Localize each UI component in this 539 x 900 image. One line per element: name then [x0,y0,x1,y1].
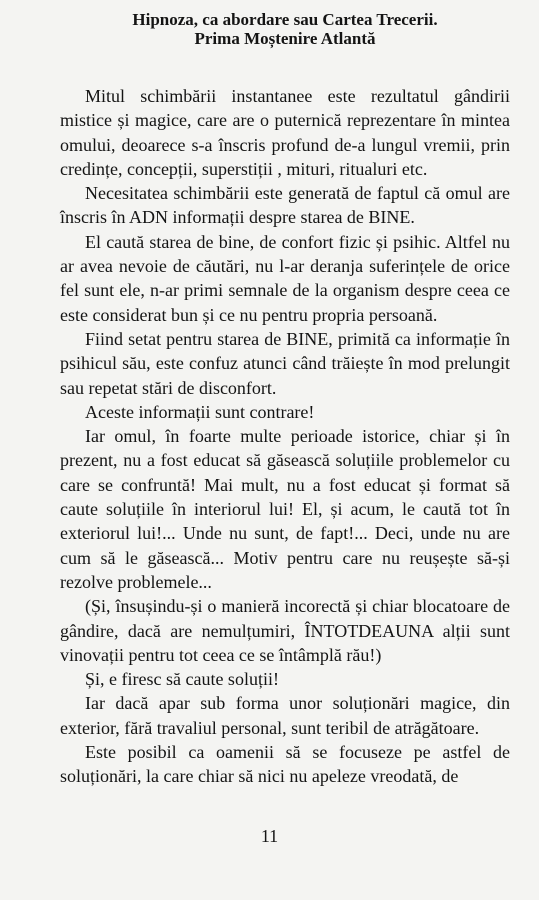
page-number: 11 [260,826,279,846]
body-text [60,84,510,789]
chapter-header [60,10,510,48]
paragraph: El caută starea de bine, de confort fizic și psihic. Altfel nu ar avea nevoie de căutări, nu l-ar deranja suferințele de orice fel sunt ele, n-ar primi semnale de la organism despre ceea ce este considerat bun și ce nu pentru propria persoană. [60,231,510,325]
chapter-subtitle: Prima Moștenire Atlantă [194,29,376,48]
paragraph: Iar dacă apar sub forma unor soluționări magice, din exterior, fără travaliul personal, sunt teribil de atrăgătoare. [60,693,510,738]
paragraph: Fiind setat pentru starea de BINE, primită ca informație în psihicul său, este confuz atunci când trăiește în mod prelungit sau repetat stări de disconfort. [60,328,510,398]
paragraph: (Și, însușindu-și o manieră incorectă și chiar blocatoare de gândire, dacă are nemulțumiri, ÎNTOTDEAUNA alții sunt vinovații pentru tot ceea ce se întâmplă rău!) [60,596,510,665]
paragraph: Și, e firesc să caute soluții! [85,669,279,690]
paragraph: Mitul schimbării instantanee este rezultatul gândirii mistice și magice, care are o puternică reprezentare în mintea omului, deoarece s-a înscris profund de-a lungul vremii, prin credințe, concepții, superstiții , mituri, ritualuri etc. [60,86,510,179]
paragraph: Necesitatea schimbării este generată de faptul că omul are înscris în ADN informații despre starea de BINE. [60,183,510,228]
paragraph: Iar omul, în foarte multe perioade istorice, chiar și în prezent, nu a fost educat să găsească soluțiile problemelor cu care se confruntă! Mai mult, nu a fost educat și format să caute soluțiile în interiorul lui! El, și acum, le caută tot în exteriorul lui!... Unde nu sunt, de fapt!... Deci, unde nu are cum să le găsească... Motiv pentru care nu reușește să-și rezolve problemele... [60,426,510,592]
chapter-title: Hipnoza, ca abordare sau Cartea Trecerii. [132,10,438,29]
paragraph: Este posibil ca oamenii să se focuseze pe astfel de soluționări, la care chiar să nici nu apeleze vreodată, de [60,742,510,787]
paragraph: Aceste informații sunt contrare! [85,401,315,422]
